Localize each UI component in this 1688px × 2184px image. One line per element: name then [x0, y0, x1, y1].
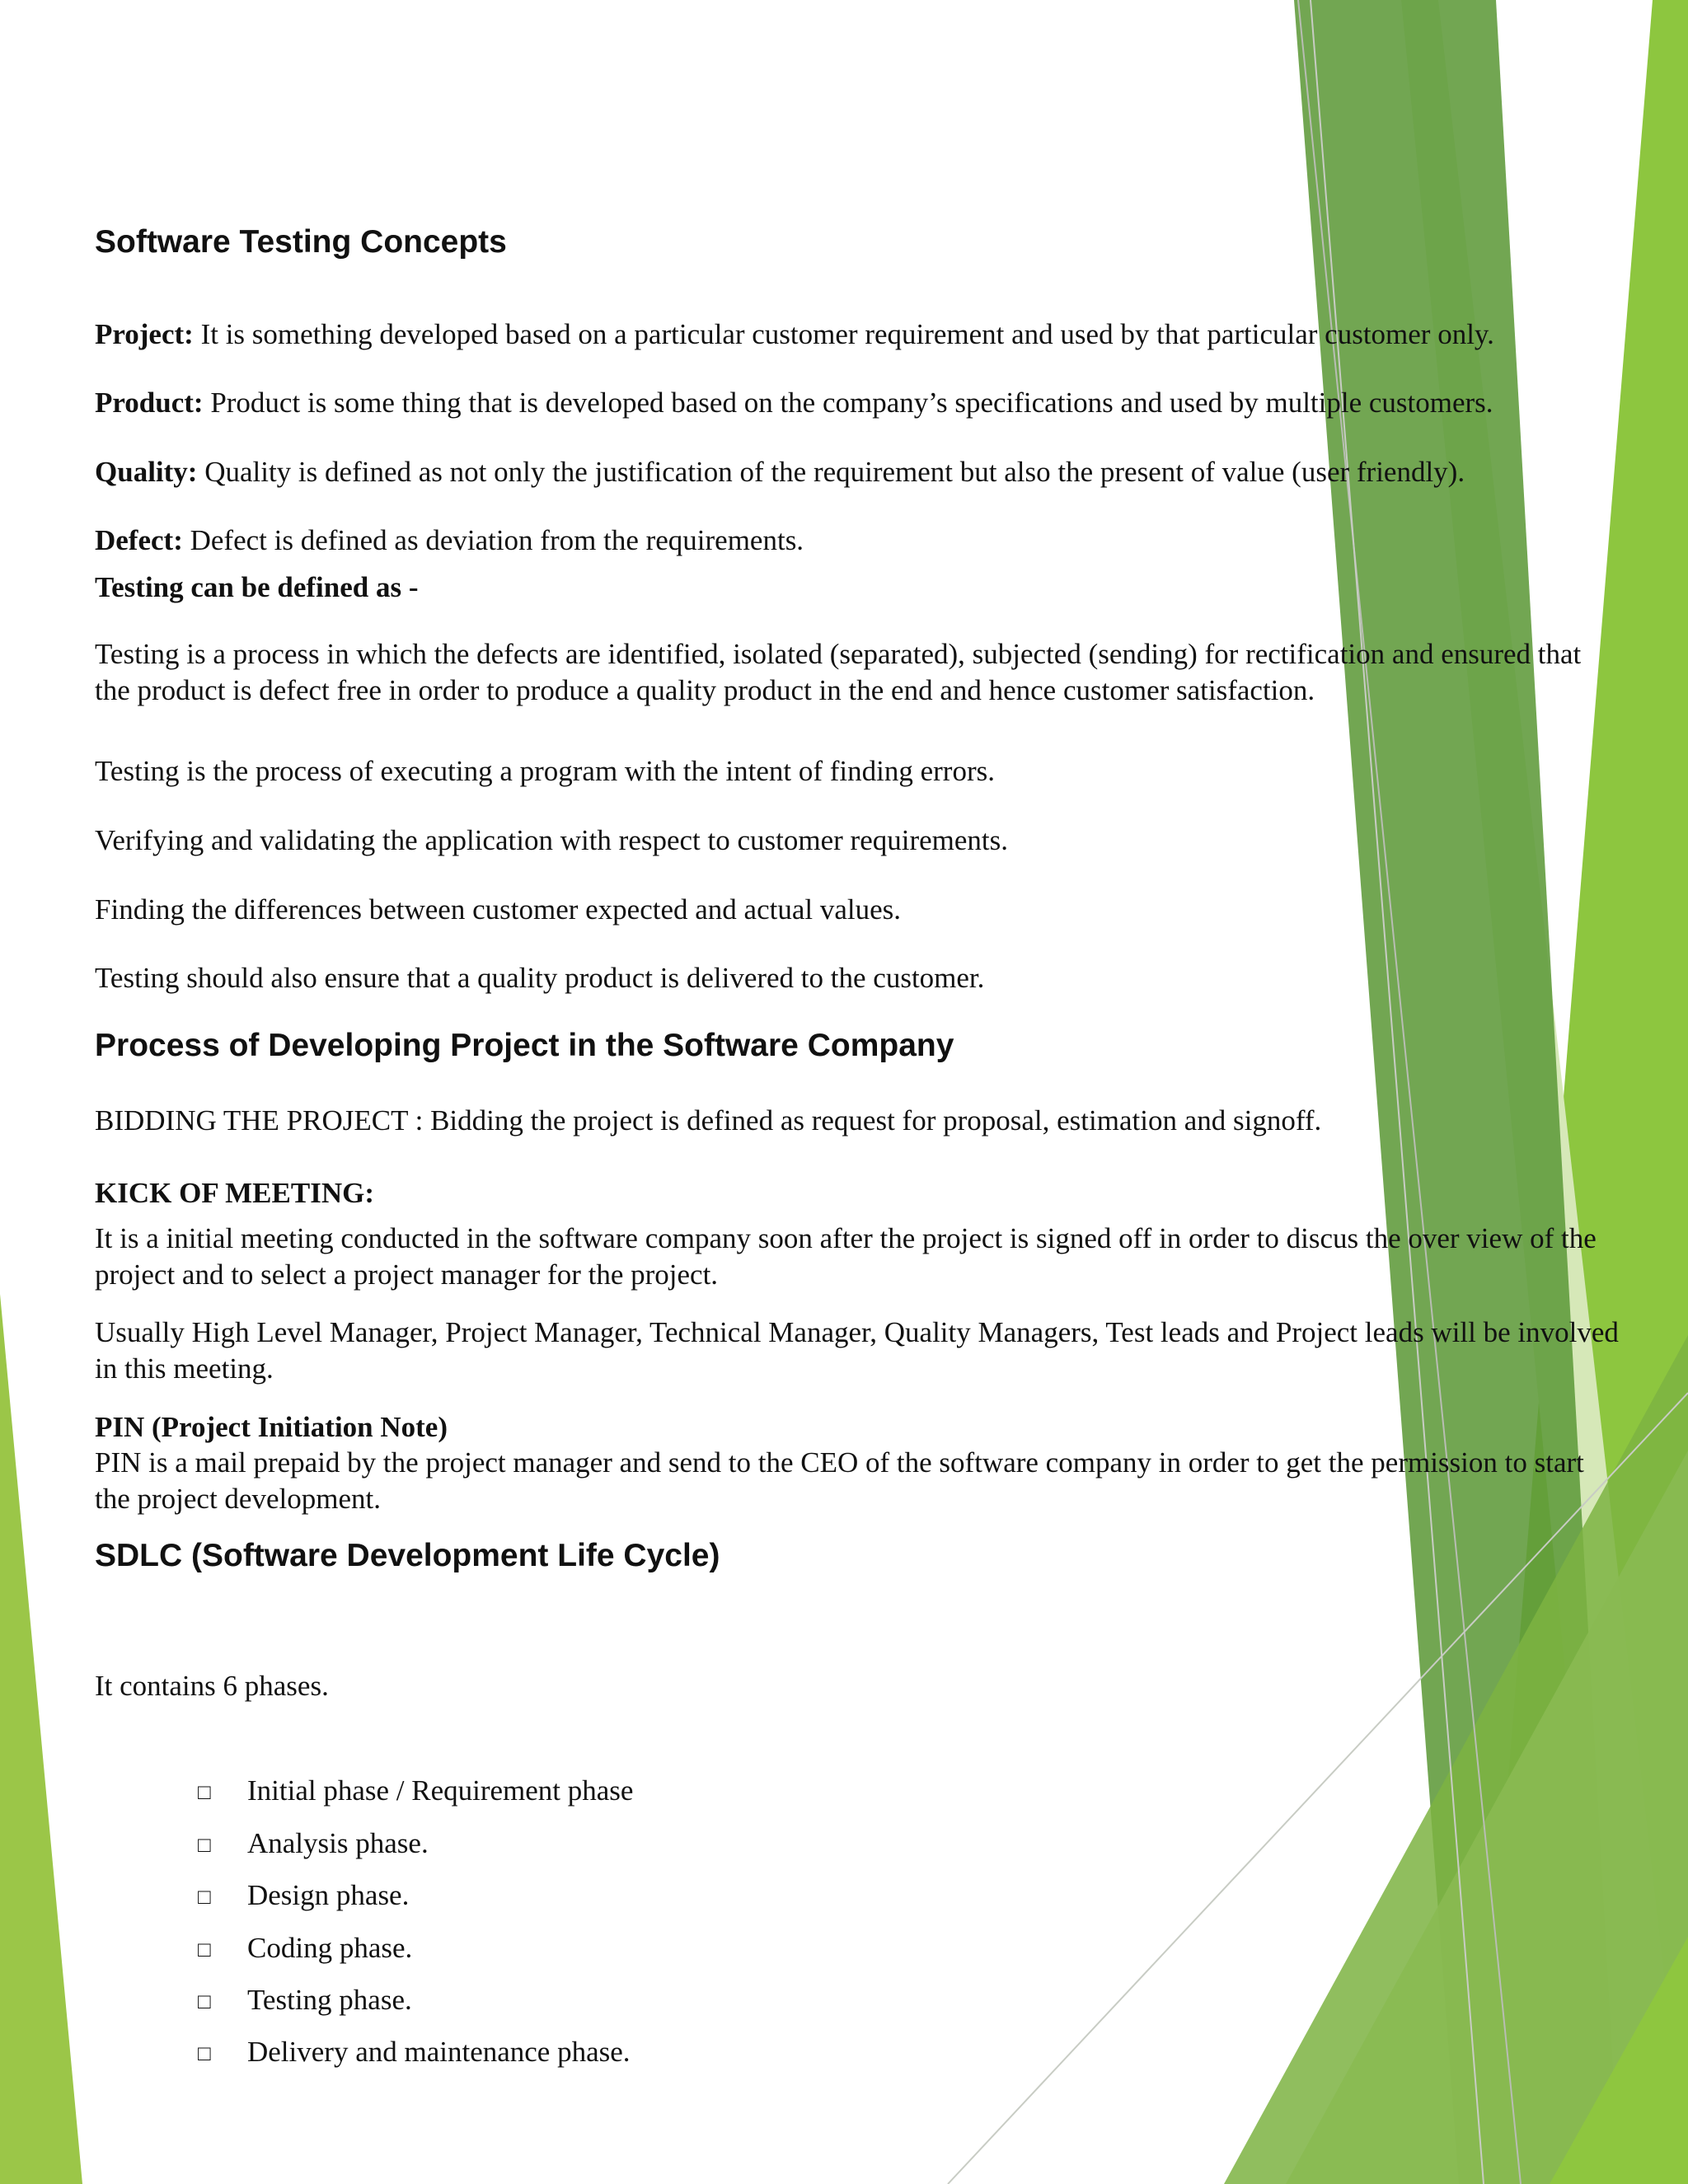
testing-point: Testing is the process of executing a program with the intent of finding errors.: [95, 755, 995, 787]
pin-paragraph: PIN is a mail prepaid by the project manager and send to the CEO of the software company in order to get the permission to start the project development.: [95, 1446, 1584, 1515]
checkbox-icon: □: [198, 1938, 211, 1961]
definition-project: [95, 316, 1494, 353]
phase-label: Testing phase.: [247, 1984, 412, 2016]
definition-text: Product is some thing that is developed based on the company’s specifications and used by multiple customers.: [203, 387, 1493, 419]
phase-label: Design phase.: [247, 1879, 410, 1911]
definition-text: It is something developed based on a particular customer requirement and used by that particular customer only.: [193, 318, 1494, 350]
checkbox-icon: □: [198, 1833, 211, 1857]
testing-point: Finding the differences between customer expected and actual values.: [95, 893, 902, 926]
kickoff-attendees: Usually High Level Manager, Project Manager, Technical Manager, Quality Managers, Test leads and Project leads will be involved in this meeting.: [95, 1316, 1619, 1385]
definition-product: [95, 385, 1493, 421]
heading-process-developing-project: Process of Developing Project in the Software Company: [95, 1028, 954, 1063]
checkbox-icon: □: [198, 2041, 211, 2065]
pin-heading: PIN (Project Initiation Note): [95, 1411, 448, 1443]
heading-software-testing-concepts: Software Testing Concepts: [95, 224, 507, 260]
definition-term: Project:: [95, 318, 194, 350]
phase-label: Analysis phase.: [247, 1827, 429, 1859]
definition-text: Quality is defined as not only the justification of the requirement but also the present of value (user friendly).: [197, 456, 1465, 488]
phase-list-item: [198, 1930, 412, 1968]
sdlc-intro: It contains 6 phases.: [95, 1670, 329, 1702]
testing-defined-heading: Testing can be defined as -: [95, 571, 419, 603]
phase-list-item: [198, 1877, 409, 1915]
kickoff-paragraph: It is a initial meeting conducted in the software company soon after the project is signed off in order to discus the over view of the project and to select a project manager for the project.: [95, 1222, 1597, 1291]
definition-text: Defect is defined as deviation from the requirements.: [182, 524, 804, 556]
checkbox-icon: □: [198, 1780, 211, 1804]
checkbox-icon: □: [198, 1990, 211, 2013]
phase-list-item: [198, 1825, 429, 1863]
phase-label: Initial phase / Requirement phase: [247, 1774, 634, 1807]
definition-term: Product:: [95, 387, 204, 419]
definition-quality: [95, 454, 1465, 490]
phase-list-item: [198, 1982, 412, 2020]
phase-list-item: [198, 1773, 633, 1811]
definition-term: Defect:: [95, 524, 183, 556]
checkbox-icon: □: [198, 1885, 211, 1909]
definition-term: Quality:: [95, 456, 198, 488]
phase-list-item: [198, 2034, 631, 2072]
testing-point: Testing should also ensure that a quality product is delivered to the customer.: [95, 962, 985, 994]
testing-paragraph: Testing is a process in which the defects are identified, isolated (separated), subjected (sending) for rectification and ensured that the product is defect free in order to produce a quality product in the end and hence customer satisfaction.: [95, 638, 1582, 706]
testing-point: Verifying and validating the application with respect to customer requirements.: [95, 824, 1009, 856]
definition-defect: [95, 523, 804, 559]
bidding-paragraph: BIDDING THE PROJECT : Bidding the project is defined as request for proposal, estimation and signoff.: [95, 1104, 1322, 1137]
kickoff-heading: KICK OF MEETING:: [95, 1177, 374, 1209]
heading-sdlc: SDLC (Software Development Life Cycle): [95, 1538, 720, 1573]
phase-label: Coding phase.: [247, 1932, 413, 1964]
phase-label: Delivery and maintenance phase.: [247, 2036, 631, 2068]
